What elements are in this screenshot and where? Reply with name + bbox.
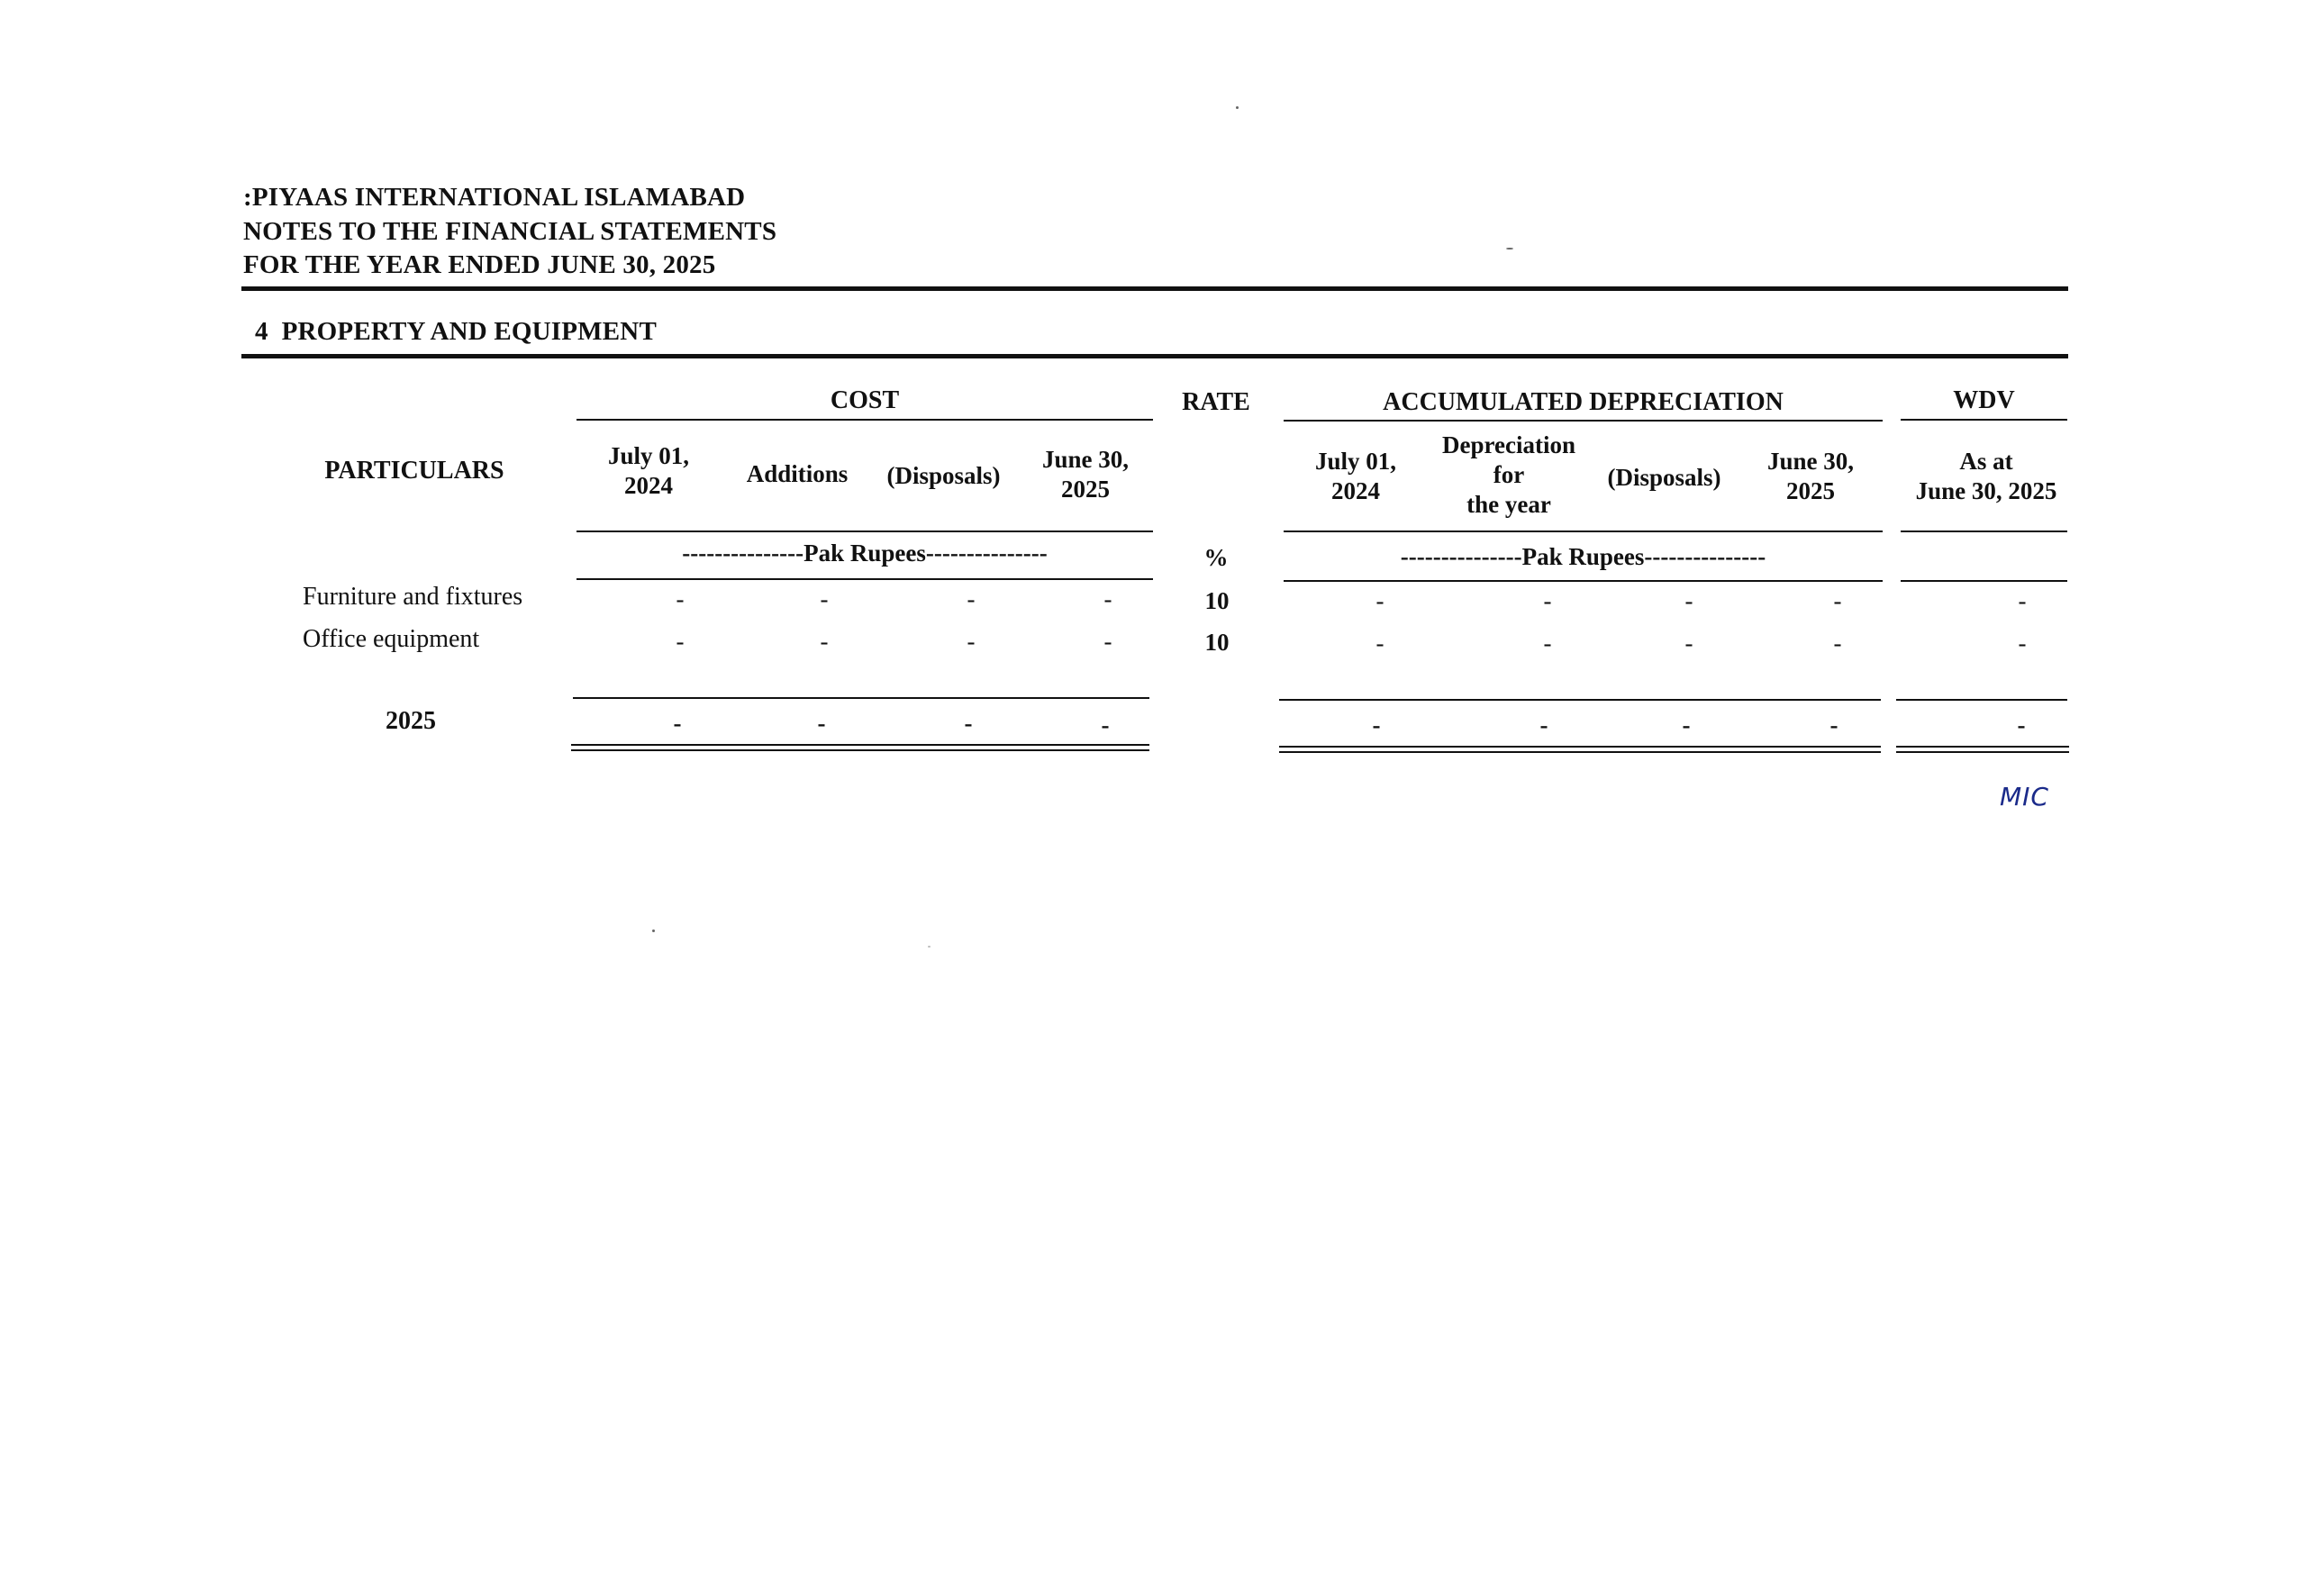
wdv-header [1896, 447, 2076, 506]
row-wdv: - [2018, 587, 2027, 614]
statement-period: FOR THE YEAR ENDED JUNE 30, 2025 [243, 250, 716, 279]
cost-subheader-rule [576, 530, 1153, 532]
row-cost-disposals: - [967, 628, 976, 655]
row-dep-charge: - [1543, 587, 1552, 614]
rate-label: RATE [1182, 388, 1250, 416]
total-cost-disposals: - [964, 710, 973, 737]
cost-unit-rule [576, 578, 1153, 580]
cost-closing-line2: 2025 [1061, 476, 1110, 503]
note-heading [255, 317, 657, 347]
row-dep-opening: - [1375, 587, 1385, 614]
dep-charge-line2: for [1493, 461, 1525, 488]
particulars-label: PARTICULARS [324, 457, 504, 485]
row-dep-closing: - [1833, 630, 1842, 657]
row-cost-disposals: - [967, 585, 976, 612]
depreciation-group-label: ACCUMULATED DEPRECIATION [1383, 388, 1784, 416]
wdv-total-rule [1896, 699, 2067, 701]
total-dep-closing: - [1829, 712, 1838, 739]
depreciation-group-rule [1284, 420, 1883, 422]
header-rule [241, 286, 2068, 291]
company-mark: : [243, 183, 252, 212]
cost-additions-header: Additions [746, 460, 849, 487]
cost-group-label: COST [830, 386, 900, 414]
wdv-group-label: WDV [1953, 386, 2015, 414]
row-dep-closing: - [1833, 587, 1842, 614]
dep-charge-line1: Depreciation [1442, 431, 1575, 458]
total-cost-additions: - [817, 710, 826, 737]
cost-total-rule [573, 697, 1149, 699]
total-cost-opening: - [673, 710, 682, 737]
cost-group-rule [576, 419, 1153, 421]
dep-charge-header [1423, 431, 1594, 520]
row-dep-disposals: - [1684, 587, 1693, 614]
handwritten-initials: MIC [2000, 782, 2049, 812]
wdv-group-rule [1901, 419, 2067, 421]
dep-closing-line1: June 30, [1766, 448, 1855, 475]
cost-opening-line2: 2024 [624, 472, 673, 499]
wdv-line1: As at [1959, 448, 2013, 475]
scan-speck [1236, 106, 1239, 109]
row-dep-charge: - [1543, 630, 1552, 657]
row-cost-opening: - [676, 628, 685, 655]
dep-charge-line3: the year [1466, 491, 1551, 518]
dep-opening-line2: 2024 [1331, 477, 1380, 504]
wdv-unit-rule [1901, 580, 2067, 582]
dep-opening-line1: July 01, [1314, 448, 1397, 475]
total-cost-closing: - [1101, 712, 1110, 739]
rate-unit-label: % [1203, 544, 1229, 571]
dep-closing-header [1743, 447, 1878, 506]
row-dep-opening: - [1375, 630, 1385, 657]
row-cost-closing: - [1103, 628, 1112, 655]
dep-unit-rule [1284, 580, 1883, 582]
row-rate: 10 [1204, 629, 1230, 656]
scan-speck [1506, 248, 1513, 249]
statement-title: NOTES TO THE FINANCIAL STATEMENTS [243, 217, 777, 246]
note-title: PROPERTY AND EQUIPMENT [281, 317, 657, 346]
wdv-subheader-rule [1901, 530, 2067, 532]
dep-disposals-header: (Disposals) [1607, 464, 1721, 491]
row-label: Office equipment [303, 625, 480, 653]
total-dep-opening: - [1372, 712, 1381, 739]
total-wdv: - [2017, 712, 2026, 739]
cost-disposals-header: (Disposals) [886, 462, 1001, 489]
company-name-text: PIYAAS INTERNATIONAL ISLAMABAD [251, 183, 746, 212]
row-label: Furniture and fixtures [303, 583, 523, 611]
row-cost-closing: - [1103, 585, 1112, 612]
dep-total-rule [1279, 699, 1881, 701]
dep-closing-line2: 2025 [1786, 477, 1835, 504]
total-dep-disposals: - [1682, 712, 1691, 739]
scan-speck [652, 929, 655, 932]
row-dep-disposals: - [1684, 630, 1693, 657]
cost-closing-header [1022, 445, 1148, 504]
dep-opening-header [1288, 447, 1423, 506]
row-cost-additions: - [820, 585, 829, 612]
dep-subheader-rule [1284, 530, 1883, 532]
cost-opening-header [586, 441, 712, 501]
note-number: 4 [255, 317, 268, 346]
row-cost-opening: - [676, 585, 685, 612]
note-rule [241, 354, 2068, 358]
total-label: 2025 [386, 707, 436, 735]
dep-unit-label: ---------------Pak Rupees--------------- [1400, 543, 1766, 570]
wdv-double-underline [1896, 746, 2069, 753]
cost-unit-label: ---------------Pak Rupees--------------- [682, 540, 1048, 567]
dep-double-underline [1279, 746, 1881, 753]
cost-double-underline [571, 744, 1149, 751]
row-rate: 10 [1204, 587, 1230, 614]
cost-closing-line1: June 30, [1041, 446, 1130, 473]
row-wdv: - [2018, 630, 2027, 657]
row-cost-additions: - [820, 628, 829, 655]
total-dep-charge: - [1539, 712, 1548, 739]
company-name [243, 183, 745, 213]
scan-speck [928, 946, 931, 948]
cost-opening-line1: July 01, [607, 442, 690, 469]
wdv-line2: June 30, 2025 [1915, 477, 2057, 504]
